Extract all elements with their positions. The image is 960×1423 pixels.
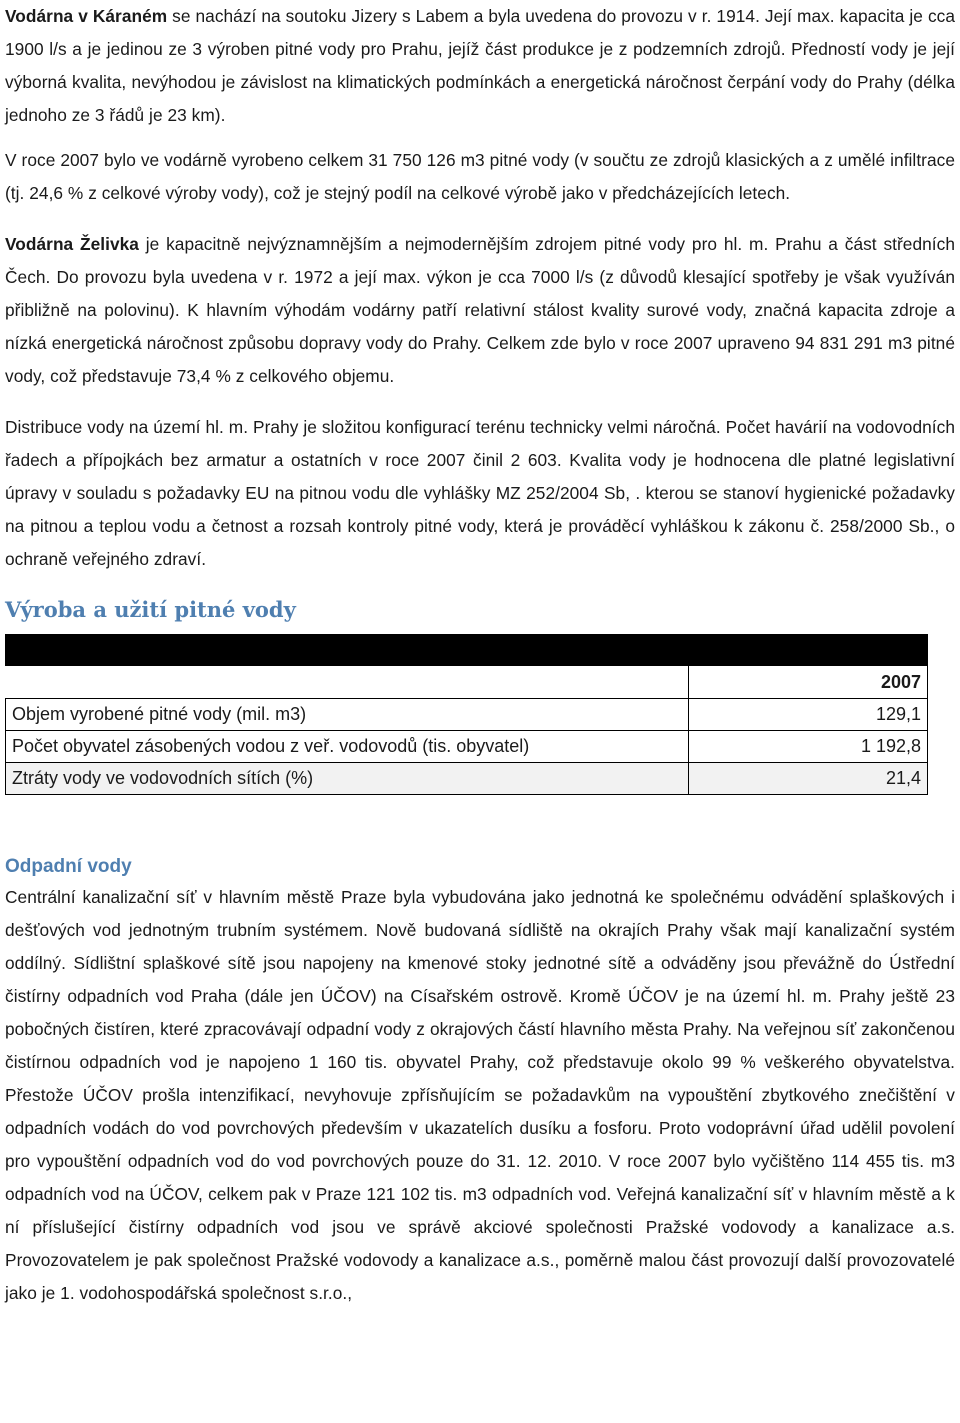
table-row-label: Ztráty vody ve vodovodních sítích (%): [6, 763, 689, 795]
paragraph-karany-text: se nachází na soutoku Jizery s Labem a byla uvedena do provozu v r. 1914. Její max. kapacita je cca 1900 l/s a je jedinou ze 3 výroben pitné vody pro Prahu, jejíž část produkce je z podzemních zdrojů. Předností vody je její výborná kvalita, nevýhodou je závislost na klimatických podmínkách a energetická náročnost čerpání vody do Prahy (délka jednoho ze 3 řádů je 23 km).: [5, 6, 955, 125]
table-header-bar-cell: [6, 635, 928, 666]
table-year-row: [6, 666, 928, 699]
paragraph-zelivka: [5, 228, 955, 393]
paragraph-karany: [5, 0, 955, 132]
table-row-label: Objem vyrobené pitné vody (mil. m3): [6, 699, 689, 731]
table-row-value: 21,4: [689, 763, 928, 795]
paragraph-production-2007: V roce 2007 bylo ve vodárně vyrobeno celkem 31 750 126 m3 pitné vody (v součtu ze zdrojů klasických a z umělé infiltrace (tj. 24,6 % z celkové výroby vody), což je stejný podíl na celkové výrobě jako v předcházejících letech.: [5, 150, 955, 203]
paragraph-waste-water: Centrální kanalizační síť v hlavním městě Praze byla vybudována jako jednotná ke společnému odvádění splaškových i dešťových vod jednotným trubním systémem. Nově budovaná sídliště na okrajích Prahy však mají kanalizační systém oddílný. Sídlištní splaškové sítě jsou napojeny na kmenové stoky jednotné sítě a odváděny jsou převážně do Ústřední čistírny odpadních vod Praha (dále jen ÚČOV) na Císařském ostrově. Kromě ÚČOV je na území hl. m. Prahy ještě 23 pobočných čistíren, které zpracovávají odpadní vody z okrajových částí hlavního města Prahy. Na veřejnou síť zakončenou čistírnou odpadních vod je napojeno 1 160 tis. obyvatel Prahy, což představuje okolo 99 % veškerého obyvatelstva. Přestože ÚČOV prošla intenzifikací, nevyhovuje zpřísňujícím se požadavkům na vypouštění zbytkového znečištění v odpadních vodách do vod povrchových především v ukazatelích dusíku a fosforu. Proto vodoprávní úřad udělil povolení pro vypouštění odpadních vod do vod povrchových pouze do 31. 12. 2010. V roce 2007 bylo vyčištěno 114 455 tis. m3 odpadních vod na ÚČOV, celkem pak v Praze 121 102 tis. m3 odpadních vod. Veřejná kanalizační síť v hlavním městě a k ní příslušející čistírny odpadních vod jsou ve správě akciové společnosti Pražské vodovody a kanalizace a.s. Provozovatelem je pak společnost Pražské vodovody a kanalizace a.s., poměrně malou část provozují další provozovatelé jako je 1. vodohospodářská společnost s.r.o.,: [5, 887, 955, 1303]
table-row-value: 129,1: [689, 699, 928, 731]
section-title-waste-water: Odpadní vody: [5, 856, 132, 877]
paragraph-distribution: Distribuce vody na území hl. m. Prahy je složitou konfigurací terénu technicky velmi náročná. Počet havárií na vodovodních řadech a přípojkách bez armatur a ostatních v roce 2007 činil 2 603. Kvalita vody je hodnocena dle platné legislativní úpravy v souladu s požadavky EU na pitnou vodu dle vyhlášky MZ 252/2004 Sb, . kterou se stanoví hygienické požadavky na pitnou a teplou vodu a četnost a rozsah kontroly pitné vody, která je prováděcí vyhláškou k zákonu č. 258/2000 Sb., o ochraně veřejného zdraví.: [5, 417, 955, 569]
table-year-empty-cell: [6, 666, 689, 699]
table-row-label: Počet obyvatel zásobených vodou z veř. vodovodů (tis. obyvatel): [6, 731, 689, 763]
heading-zelivka: Vodárna Želivka: [5, 234, 139, 254]
table-year-cell: 2007: [689, 666, 928, 699]
section-title-water-production: Výroba a užití pitné vody: [5, 597, 296, 622]
table-row: [6, 763, 928, 795]
table-row: [6, 699, 928, 731]
paragraph-zelivka-text: je kapacitně nejvýznamnějším a nejmodernějším zdrojem pitné vody pro hl. m. Prahu a část středních Čech. Do provozu byla uvedena v r. 1972 a její max. výkon je cca 7000 l/s (z důvodů klesající spotřeby je však využíván přibližně na polovinu). K hlavním výhodám vodárny patří relativní stálost kvality surové vody, značná kapacita zdroje a nízká energetická náročnost způsobu dopravy vody do Prahy. Celkem zde bylo v roce 2007 upraveno 94 831 291 m3 pitné vody, což představuje 73,4 % z celkového objemu.: [5, 234, 955, 386]
table-row: [6, 731, 928, 763]
table-row-value: 1 192,8: [689, 731, 928, 763]
document-page: [5, 0, 955, 1310]
heading-karany: Vodárna v Káraném: [5, 6, 168, 26]
water-statistics-table: [5, 634, 928, 795]
table-header-bar: [6, 635, 928, 666]
